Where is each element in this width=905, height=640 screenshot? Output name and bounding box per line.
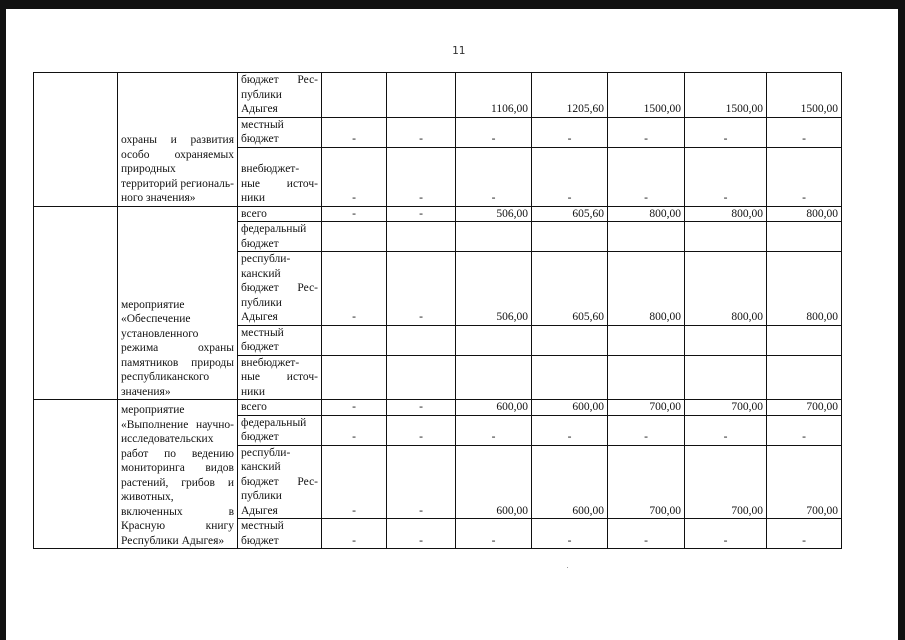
value-cell: 800,00: [685, 206, 767, 222]
value-cell: 506,00: [456, 206, 532, 222]
value-cell: -: [767, 519, 842, 549]
value-cell: -: [685, 117, 767, 147]
value-cell: [685, 222, 767, 252]
value-cell: [456, 325, 532, 355]
funding-source: внебюджет-ные источ-ники: [238, 355, 322, 400]
scan-border-left: [0, 0, 6, 640]
value-cell: -: [767, 415, 842, 445]
value-cell: -: [608, 519, 685, 549]
scan-border-right: [898, 0, 905, 640]
funding-source: всего: [238, 206, 322, 222]
value-cell: [767, 222, 842, 252]
value-cell: -: [456, 117, 532, 147]
value-cell: -: [387, 147, 456, 206]
funding-source: внебюджет-ные источ-ники: [238, 147, 322, 206]
value-cell: [322, 325, 387, 355]
value-cell: -: [322, 445, 387, 519]
value-cell: -: [387, 415, 456, 445]
value-cell: 1500,00: [767, 73, 842, 118]
value-cell: 1500,00: [608, 73, 685, 118]
value-cell: -: [322, 117, 387, 147]
value-cell: [685, 355, 767, 400]
page-number: 11: [452, 44, 466, 57]
value-cell: [608, 325, 685, 355]
value-cell: 700,00: [608, 445, 685, 519]
funding-source: федеральный бюджет: [238, 222, 322, 252]
value-cell: 1500,00: [685, 73, 767, 118]
blank-index-cell: [34, 73, 118, 207]
measure-description: мероприятие «Обеспечение установленного режима охраны памятников природы республиканского значения»: [118, 206, 238, 400]
value-cell: [387, 325, 456, 355]
value-cell: [767, 325, 842, 355]
value-cell: -: [387, 519, 456, 549]
funding-source: бюджет Рес-публики Адыгея: [238, 73, 322, 118]
value-cell: -: [532, 147, 608, 206]
funding-source: республи-канский бюджет Рес-публики Адыгея: [238, 445, 322, 519]
value-cell: [767, 355, 842, 400]
table-row: [34, 400, 842, 416]
value-cell: -: [322, 206, 387, 222]
scan-border-top: [0, 0, 905, 9]
value-cell: [532, 222, 608, 252]
value-cell: -: [322, 519, 387, 549]
scan-speck: [567, 567, 568, 568]
value-cell: [456, 222, 532, 252]
value-cell: 1205,60: [532, 73, 608, 118]
value-cell: -: [456, 147, 532, 206]
value-cell: [532, 325, 608, 355]
value-cell: -: [532, 117, 608, 147]
value-cell: [322, 73, 387, 118]
value-cell: -: [387, 252, 456, 326]
value-cell: -: [322, 400, 387, 416]
value-cell: -: [767, 117, 842, 147]
value-cell: -: [608, 147, 685, 206]
value-cell: 700,00: [767, 445, 842, 519]
funding-source: республи-канский бюджет Рес-публики Адыгея: [238, 252, 322, 326]
funding-source: всего: [238, 400, 322, 416]
value-cell: 700,00: [767, 400, 842, 416]
value-cell: -: [685, 415, 767, 445]
value-cell: 800,00: [767, 206, 842, 222]
value-cell: -: [608, 117, 685, 147]
value-cell: [685, 325, 767, 355]
value-cell: 800,00: [685, 252, 767, 326]
table-row: [34, 73, 842, 118]
value-cell: 800,00: [767, 252, 842, 326]
budget-table: [33, 72, 842, 549]
value-cell: 1106,00: [456, 73, 532, 118]
table-row: [34, 206, 842, 222]
measure-description: мероприятие «Выполнение научно-исследовательских работ по ведению мониторинга видов растений, грибов и животных, включенных в Красную книгу Республики Адыгея»: [118, 400, 238, 549]
value-cell: -: [532, 415, 608, 445]
value-cell: 605,60: [532, 252, 608, 326]
value-cell: -: [608, 415, 685, 445]
value-cell: [608, 222, 685, 252]
funding-source: местный бюджет: [238, 519, 322, 549]
value-cell: 800,00: [608, 206, 685, 222]
value-cell: [387, 222, 456, 252]
funding-source: местный бюджет: [238, 325, 322, 355]
value-cell: -: [322, 415, 387, 445]
value-cell: [322, 222, 387, 252]
value-cell: [387, 73, 456, 118]
blank-index-cell: [34, 400, 118, 549]
value-cell: 700,00: [685, 445, 767, 519]
value-cell: -: [322, 252, 387, 326]
value-cell: [322, 355, 387, 400]
value-cell: 600,00: [456, 400, 532, 416]
value-cell: -: [387, 206, 456, 222]
value-cell: [608, 355, 685, 400]
value-cell: 605,60: [532, 206, 608, 222]
value-cell: -: [456, 519, 532, 549]
value-cell: 700,00: [608, 400, 685, 416]
value-cell: 600,00: [456, 445, 532, 519]
blank-index-cell: [34, 206, 118, 400]
value-cell: [456, 355, 532, 400]
value-cell: -: [456, 415, 532, 445]
value-cell: -: [387, 400, 456, 416]
value-cell: 600,00: [532, 445, 608, 519]
value-cell: 600,00: [532, 400, 608, 416]
value-cell: -: [322, 147, 387, 206]
value-cell: -: [532, 519, 608, 549]
value-cell: -: [387, 445, 456, 519]
value-cell: -: [685, 519, 767, 549]
value-cell: [387, 355, 456, 400]
funding-source: местный бюджет: [238, 117, 322, 147]
measure-description: охраны и развития особо охраняемых природных территорий региональ-ного значения»: [118, 73, 238, 207]
value-cell: -: [685, 147, 767, 206]
funding-source: федеральный бюджет: [238, 415, 322, 445]
value-cell: [532, 355, 608, 400]
value-cell: -: [767, 147, 842, 206]
value-cell: 800,00: [608, 252, 685, 326]
value-cell: 700,00: [685, 400, 767, 416]
value-cell: -: [387, 117, 456, 147]
value-cell: 506,00: [456, 252, 532, 326]
